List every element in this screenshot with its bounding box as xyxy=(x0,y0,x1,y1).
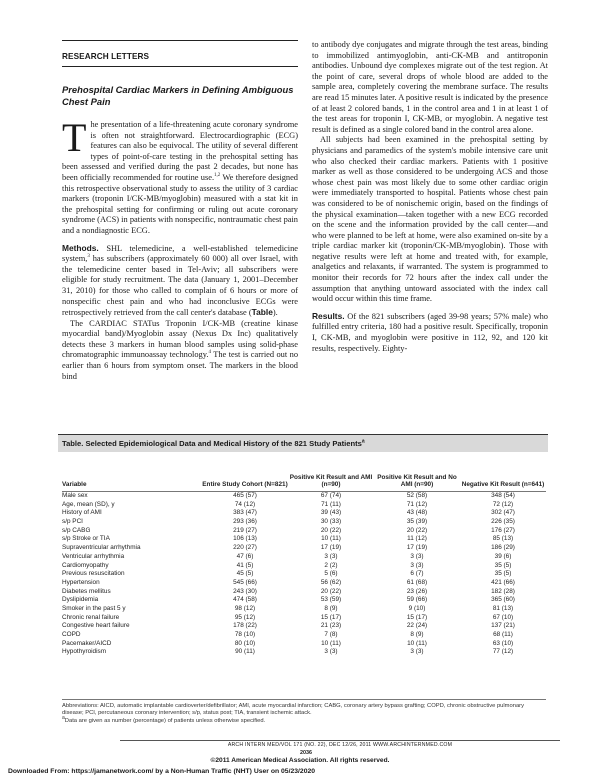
table-reference-link[interactable]: Table xyxy=(251,307,273,318)
table-cell-value: 22 (24) xyxy=(406,622,428,630)
table-cell-value: 47 (6) xyxy=(236,552,254,560)
table-footnote-mark: a xyxy=(62,714,65,721)
table-row xyxy=(62,588,546,597)
table-cell-value: 35 (39) xyxy=(406,518,428,526)
table-cell-value: 293 (36) xyxy=(233,518,257,526)
table-bottom-rule xyxy=(62,699,546,700)
table-cell-variable: s/p Stroke or TIA xyxy=(62,535,110,543)
table-cell-value: 80 (10) xyxy=(234,639,256,647)
table-cell-value: 10 (11) xyxy=(321,639,341,647)
table-cell-value: 182 (28) xyxy=(491,587,515,595)
article-title: Prehospital Cardiac Markers in Defining Ambiguous Chest Pain xyxy=(62,84,294,107)
table-cell-value: 43 (48) xyxy=(406,509,428,517)
table-cell-value: 5 (6) xyxy=(324,570,338,578)
table-cell-value: 81 (13) xyxy=(492,604,514,612)
table-cell-value: 71 (12) xyxy=(406,500,428,508)
methods-label: Methods. xyxy=(62,242,99,253)
table-cell-value: 9 (10) xyxy=(408,604,426,612)
table-cell-value: 15 (17) xyxy=(406,613,428,621)
table-cell-variable: Previous resuscitation xyxy=(62,570,125,578)
table-cell-value: 3 (3) xyxy=(324,552,338,560)
table-row xyxy=(62,553,546,562)
table-cell-value: 11 (12) xyxy=(407,535,427,543)
copyright-notice: ©2011 American Medical Association. All rights reserved. xyxy=(210,757,390,764)
table-cell-value: 17 (19) xyxy=(406,544,428,552)
table-header-positive-no-ami: Positive Kit Result and No AMI (n=90) xyxy=(377,473,457,489)
table-row xyxy=(62,622,546,631)
table-cell-value: 52 (58) xyxy=(406,492,428,499)
table-cell-value: 20 (22) xyxy=(320,587,342,595)
methods-citation: 3 xyxy=(87,254,90,260)
assay-paragraph xyxy=(62,319,298,383)
table-cell-variable: Male sex xyxy=(62,492,88,499)
table-footnote xyxy=(62,714,546,725)
table-cell-value: 474 (58) xyxy=(233,596,257,604)
table-cell-value: 8 (9) xyxy=(324,604,338,612)
table-row xyxy=(62,596,546,605)
results-paragraph xyxy=(312,311,548,354)
table-header-cohort: Entire Study Cohort (N=821) xyxy=(202,481,288,489)
table-cell-value: 56 (62) xyxy=(320,578,342,586)
table-row xyxy=(62,648,546,657)
table-cell-value: 302 (47) xyxy=(491,509,515,517)
table-cell-variable: Smoker in the past 5 y xyxy=(62,604,126,612)
intro-citation: 1,2 xyxy=(214,173,221,179)
results-label: Results. xyxy=(312,310,345,321)
table-cell-value: 348 (54) xyxy=(491,492,515,499)
subjects-paragraph: All subjects had been examined in the prehospital setting by physicians and paramedics of the system's mobile intensive care unit who also checked their cardiac markers. Patients with 1 positive marker as well as those considered to be undergoing ACS and those whose chest pain was most likely due to some other cardiac origin were immediately transported to hospital. Patients whose chest pain was considered to be of nonischemic origin, based on the findings of the physical examination—taken together with a new ECG recorded on the scene and the information provided by the call center—and who were planned to be left at home, were also examined on-site by a triple cardiac marker kit (troponin/CK-MB/myoglobin). Those with negative results were left at home and treated with, for example, analgetics and relaxants, if warranted. The system is programmed to monitor their records for 72 hours after the index call under the assumption that anything untoward associated with the index call would occur within this time frame. xyxy=(312,135,548,304)
table-cell-value: 226 (35) xyxy=(491,518,515,526)
table-cell-variable: Congestive heart failure xyxy=(62,622,130,630)
table-cell-value: 10 (11) xyxy=(407,639,427,647)
table-cell-value: 63 (10) xyxy=(492,639,514,647)
table-cell-value: 98 (12) xyxy=(234,604,256,612)
test-procedure-paragraph: to antibody dye conjugates and migrate through the test areas, binding to immobilized antimyoglobin, anti-CK-MB and antitroponin antibodies. Unbound dye complexes migrate out of the test region. At the point of care, several drops of whole blood are added to the sample area, completely covering the membrane surface. The results are read 15 minutes later. A positive result is indicated by the presence of at least 2 colored bands, 1 in the control area and 1 in at least 1 of the test areas for troponin I, CK-MB, or myoglobin. A negative test result is defined as a single colored band in the control area alone. xyxy=(312,40,548,134)
table-cell-value: 6 (7) xyxy=(410,570,424,578)
table-cell-value: 71 (11) xyxy=(321,500,341,508)
table-cell-value: 85 (13) xyxy=(492,535,514,543)
table-header-negative: Negative Kit Result (n=641) xyxy=(461,481,545,489)
table-cell-value: 365 (60) xyxy=(491,596,515,604)
table-cell-value: 39 (6) xyxy=(494,552,512,560)
intro-text: he presentation of a life-threatening acute coronary syndrome is often not straightforward. Electrocardiographic (ECG) features can also be equivocal. The utility of several different types of point-of-care testing in the prehospital setting has been assessed and verified during the past 2 decades, but none has been officially recommended for routine use. xyxy=(62,120,298,182)
table-cell-value: 41 (5) xyxy=(236,561,254,569)
table-cell-value: 77 (12) xyxy=(492,648,514,656)
table-row xyxy=(62,518,546,527)
table-cell-value: 39 (43) xyxy=(320,509,342,517)
methods-text-c: ). xyxy=(272,308,278,318)
table-cell-variable: History of AMI xyxy=(62,509,102,517)
table-cell-value: 3 (3) xyxy=(410,561,424,569)
table-cell-value: 3 (3) xyxy=(324,648,338,656)
table-header-variable: Variable xyxy=(62,481,87,489)
table-cell-value: 17 (19) xyxy=(320,544,342,552)
table-cell-value: 78 (10) xyxy=(234,631,256,638)
data-table xyxy=(58,434,548,735)
assay-citation: 4 xyxy=(208,350,211,356)
table-cell-value: 10 (11) xyxy=(321,535,341,543)
table-notes xyxy=(62,703,546,725)
table-cell-value: 21 (23) xyxy=(320,622,342,630)
table-cell-value: 3 (3) xyxy=(410,648,424,656)
table-cell-value: 61 (68) xyxy=(406,578,428,586)
table-footnote-text: Data are given as number (percentage) of patients unless otherwise specified. xyxy=(64,717,266,724)
table-cell-value: 186 (29) xyxy=(491,544,515,552)
table-header-row xyxy=(62,457,546,492)
table-cell-value: 59 (66) xyxy=(406,596,428,604)
assay-text-a: The CARDIAC STATus Troponin I/CK-MB (creatine kinase myocardial band)/Myoglobin assay (Nexus Dx Inc) qualitatively detects these 3 markers in human blood samples using solid-phase chromatographic immunoassay technology. xyxy=(62,318,298,360)
table-cell-variable: Age, mean (SD), y xyxy=(62,500,115,508)
table-row xyxy=(62,614,546,623)
table-cell-value: 45 (5) xyxy=(236,570,254,578)
table-title-footnote-mark: a xyxy=(361,438,365,445)
table-cell-value: 74 (12) xyxy=(234,500,256,508)
page-number: 2036 xyxy=(300,750,312,756)
right-column xyxy=(312,40,548,354)
drop-cap: T xyxy=(62,115,87,160)
table-row xyxy=(62,501,546,510)
table-cell-variable: Ventricular arrhythmia xyxy=(62,552,125,560)
section-rule xyxy=(62,66,298,67)
table-row xyxy=(62,544,546,553)
table-cell-variable: Diabetes mellitus xyxy=(62,587,111,595)
table-row xyxy=(62,509,546,518)
table-abbreviations: Abbreviations: AICD, automatic implantable cardioverter/defibrillator; AMI, acute myocardial infarction; CABG, coronary artery bypass grafting; COPD, chronic obstructive pulmonary disease; PCI, percutaneous coronary intervention; s/p, status post; TIA, transient ischemic attack. xyxy=(62,703,525,717)
journal-footer: ARCH INTERN MED/VOL 171 (NO. 22), DEC 12/26, 2011 WWW.ARCHINTERNMED.COM xyxy=(227,742,453,748)
table-cell-value: 421 (66) xyxy=(491,578,515,586)
table-cell-variable: Hypothyroidism xyxy=(62,648,107,656)
download-notice: Downloaded From: https://jamanetwork.com/ by a Non-Human Traffic (NHT) User on 05/23/2020 xyxy=(8,768,316,775)
table-row xyxy=(62,535,546,544)
table-cell-value: 7 (8) xyxy=(324,631,338,638)
table-rows xyxy=(62,492,546,657)
table-cell-variable: Hypertension xyxy=(62,578,100,586)
table-body xyxy=(62,457,546,657)
table-cell-value: 35 (5) xyxy=(494,570,512,578)
table-cell-value: 176 (27) xyxy=(491,526,515,534)
table-row xyxy=(62,492,546,501)
table-cell-value: 72 (12) xyxy=(492,500,514,508)
table-cell-value: 106 (13) xyxy=(233,535,257,543)
table-row xyxy=(62,605,546,614)
table-row xyxy=(62,570,546,579)
table-row xyxy=(62,631,546,640)
table-cell-value: 20 (22) xyxy=(406,526,428,534)
table-cell-value: 220 (27) xyxy=(233,544,257,552)
table-cell-value: 219 (27) xyxy=(233,526,257,534)
methods-text-b: has subscribers (approximately 60 000) all over Israel, with the telemedicine center based in Tel-Aviv; all subscribers were eligible for study recruitment. The data (January 1, 2001–December 31, 2010) for those who called to complain of 6 hours or more of nonspecific chest pain and who had inconclusive ECGs were retrospectively retrieved from the call center's database ( xyxy=(62,254,298,318)
table-cell-value: 3 (3) xyxy=(410,552,424,560)
table-row xyxy=(62,527,546,536)
table-cell-value: 90 (11) xyxy=(235,648,255,656)
table-cell-value: 545 (66) xyxy=(233,578,257,586)
table-cell-value: 8 (9) xyxy=(410,631,424,638)
table-row xyxy=(62,562,546,571)
section-label: RESEARCH LETTERS xyxy=(62,52,150,61)
table-cell-value: 178 (22) xyxy=(233,622,257,630)
table-cell-value: 95 (12) xyxy=(234,613,256,621)
table-cell-variable: COPD xyxy=(62,631,81,638)
table-title xyxy=(58,435,548,452)
table-cell-variable: Cardiomyopathy xyxy=(62,561,109,569)
table-cell-variable: Supraventricular arrhythmia xyxy=(62,544,141,552)
table-cell-value: 53 (59) xyxy=(320,596,342,604)
table-cell-value: 465 (57) xyxy=(233,492,257,499)
table-row xyxy=(62,640,546,649)
assay-text-b: The test is carried out no earlier than 6 hours from symptom onset. The markers in the blood bind xyxy=(62,350,299,381)
table-cell-value: 68 (11) xyxy=(493,631,513,638)
methods-text-a: SHL telemedicine, a well-established telemedicine system, xyxy=(62,243,298,264)
table-header-positive-ami: Positive Kit Result and AMI (n=90) xyxy=(289,473,373,489)
table-cell-variable: Chronic renal failure xyxy=(62,613,120,621)
table-cell-variable: s/p CABG xyxy=(62,526,91,534)
table-cell-value: 67 (10) xyxy=(492,613,514,621)
table-cell-value: 2 (2) xyxy=(324,561,338,569)
table-row xyxy=(62,579,546,588)
table-cell-value: 383 (47) xyxy=(233,509,257,517)
table-cell-value: 243 (30) xyxy=(233,587,257,595)
table-cell-variable: s/p PCI xyxy=(62,518,83,526)
table-cell-value: 137 (21) xyxy=(491,622,515,630)
table-cell-value: 67 (74) xyxy=(320,492,342,499)
table-cell-variable: Pacemaker/AICD xyxy=(62,639,112,647)
intro-paragraph xyxy=(62,115,298,237)
table-title-text: Table. Selected Epidemiological Data and Medical History of the 821 Study Patients xyxy=(62,439,362,448)
table-cell-value: 23 (26) xyxy=(406,587,428,595)
table-cell-value: 30 (33) xyxy=(320,518,342,526)
intro-tail: We therefore designed this retrospective observational study to assess the utility of 3 cardiac markers (troponin I/CK-MB/myoglobin) measured with a stat kit in the prehospital setting for confirming or ruling out acute coronary syndrome (ACS) in patients with nonspecific, nontraumatic chest pain and a nondiagnostic ECG. xyxy=(62,172,298,235)
table-cell-value: 20 (22) xyxy=(320,526,342,534)
table-cell-value: 15 (17) xyxy=(320,613,342,621)
results-text: Of the 821 subscribers (aged 39-98 years; 57% male) who fulfilled entry criteria, 180 had a positive result. Specifically, troponin I, CK-MB, and myoglobin were positive in 112, 92, and 120 kit results, respectively. Eighty- xyxy=(312,311,548,353)
left-column xyxy=(62,115,299,382)
table-cell-variable: Dyslipidemia xyxy=(62,596,99,604)
methods-paragraph xyxy=(62,243,298,319)
table-cell-value: 35 (5) xyxy=(494,561,512,569)
footer-rule xyxy=(120,740,560,741)
top-rule xyxy=(62,40,298,41)
